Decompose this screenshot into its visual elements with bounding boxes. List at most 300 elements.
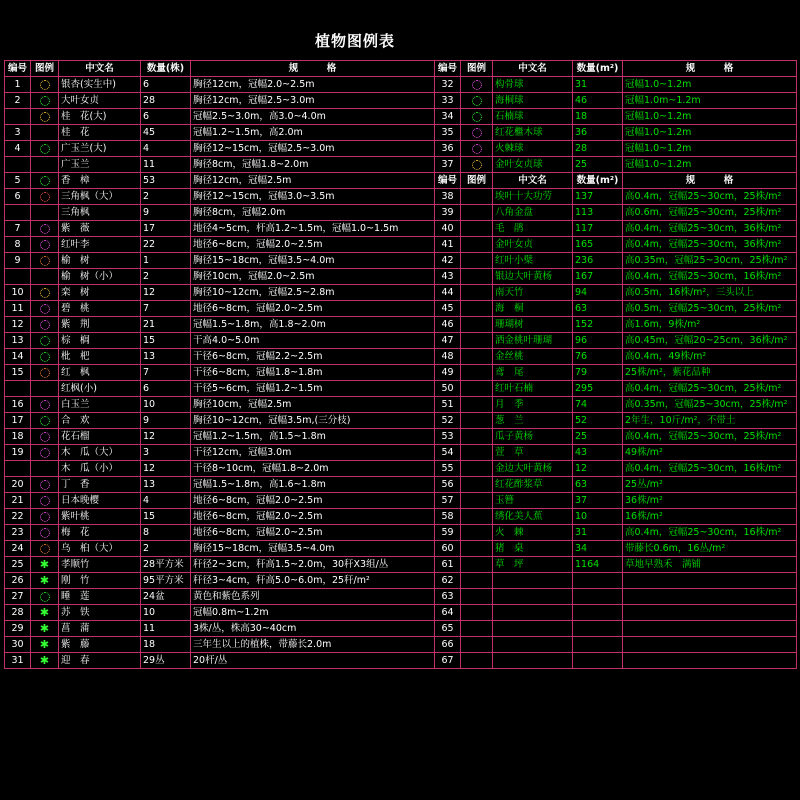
plant-name: 石楠球 [493, 109, 573, 125]
item-number [5, 109, 31, 125]
specification: 20杆/丛 [191, 653, 435, 669]
specification: 胸径12cm，冠幅2.5m [191, 173, 435, 189]
legend-symbol-cell [31, 557, 59, 573]
star-icon: ✱ [39, 638, 50, 651]
item-number: 23 [5, 525, 31, 541]
plant-name: 洒金桃叶珊瑚 [493, 333, 573, 349]
quantity: 25 [573, 429, 623, 445]
item-number: 10 [5, 285, 31, 301]
tree-icon [40, 400, 50, 410]
legend-symbol-cell [461, 573, 493, 589]
item-number: 34 [435, 109, 461, 125]
legend-symbol-cell [461, 141, 493, 157]
quantity: 34 [573, 541, 623, 557]
table-row [5, 525, 797, 541]
item-number: 15 [5, 365, 31, 381]
quantity: 4 [141, 141, 191, 157]
quantity: 21 [141, 317, 191, 333]
item-number: 20 [5, 477, 31, 493]
item-number: 58 [435, 509, 461, 525]
legend-symbol-cell [31, 333, 59, 349]
specification [623, 637, 797, 653]
plant-name: 金叶女贞 [493, 237, 573, 253]
quantity: 12 [141, 429, 191, 445]
legend-symbol-cell [31, 157, 59, 173]
quantity: 2 [141, 269, 191, 285]
specification [623, 653, 797, 669]
legend-symbol-cell [31, 93, 59, 109]
plant-name: 八角金盘 [493, 205, 573, 221]
specification [623, 621, 797, 637]
specification: 高0.4m，冠幅25~30cm，16株/m² [623, 461, 797, 477]
specification: 25丛/m² [623, 477, 797, 493]
legend-symbol-cell [31, 253, 59, 269]
specification: 干径12cm，冠幅3.0m [191, 445, 435, 461]
plant-name: 葱 兰 [493, 413, 573, 429]
legend-symbol-cell [31, 349, 59, 365]
plant-name: 紫 薇 [59, 221, 141, 237]
plant-name: 广玉兰(大) [59, 141, 141, 157]
quantity: 94 [573, 285, 623, 301]
plant-name: 鸢 尾 [493, 365, 573, 381]
item-number: 57 [435, 493, 461, 509]
item-number: 14 [5, 349, 31, 365]
specification: 胸径15~18cm，冠幅3.5~4.0m [191, 541, 435, 557]
specification: 冠幅1.5~1.8m，高1.6~1.8m [191, 477, 435, 493]
legend-symbol-cell [31, 205, 59, 221]
plant-name: 红 枫 [59, 365, 141, 381]
specification: 干径5~6cm，冠幅1.2~1.5m [191, 381, 435, 397]
tree-icon [40, 80, 50, 90]
plant-name: 海 桐 [493, 301, 573, 317]
column-header: 图例 [461, 173, 493, 189]
plant-name: 栾 树 [59, 285, 141, 301]
specification: 3株/丛，株高30~40cm [191, 621, 435, 637]
quantity: 46 [573, 93, 623, 109]
item-number: 48 [435, 349, 461, 365]
plant-name: 桂 花(大) [59, 109, 141, 125]
quantity: 8 [141, 525, 191, 541]
plant-name: 迎 春 [59, 653, 141, 669]
specification: 地径6~8cm，冠幅2.0~2.5m [191, 509, 435, 525]
item-number: 60 [435, 541, 461, 557]
legend-symbol-cell [461, 653, 493, 669]
item-number: 47 [435, 333, 461, 349]
legend-symbol-cell [461, 637, 493, 653]
column-header: 规 格 [191, 61, 435, 77]
legend-symbol-cell [31, 237, 59, 253]
tree-icon [40, 224, 50, 234]
legend-symbol-cell [461, 557, 493, 573]
item-number: 5 [5, 173, 31, 189]
table-row [5, 253, 797, 269]
plant-name [493, 653, 573, 669]
tree-icon [472, 160, 482, 170]
item-number [5, 157, 31, 173]
legend-symbol-cell [461, 253, 493, 269]
quantity: 22 [141, 237, 191, 253]
specification: 地径6~8cm，冠幅2.0~2.5m [191, 493, 435, 509]
table-row [5, 317, 797, 333]
quantity: 1 [141, 253, 191, 269]
plant-name: 日本晚樱 [59, 493, 141, 509]
plant-name: 紫 荆 [59, 317, 141, 333]
item-number: 21 [5, 493, 31, 509]
tree-icon [40, 480, 50, 490]
item-number: 64 [435, 605, 461, 621]
table-row [5, 285, 797, 301]
tree-icon [40, 448, 50, 458]
plant-name: 南天竹 [493, 285, 573, 301]
plant-name: 榆 树 [59, 253, 141, 269]
table-row [5, 397, 797, 413]
quantity: 95平方米 [141, 573, 191, 589]
quantity: 53 [141, 173, 191, 189]
quantity: 15 [141, 333, 191, 349]
quantity: 13 [141, 349, 191, 365]
legend-symbol-cell [461, 93, 493, 109]
quantity: 28 [141, 93, 191, 109]
legend-symbol-cell [461, 349, 493, 365]
item-number: 3 [5, 125, 31, 141]
table-row [5, 557, 797, 573]
plant-name: 碧 桃 [59, 301, 141, 317]
quantity: 7 [141, 301, 191, 317]
table-row [5, 509, 797, 525]
quantity: 96 [573, 333, 623, 349]
column-header: 数量(m²) [573, 61, 623, 77]
legend-symbol-cell [461, 125, 493, 141]
quantity: 18 [141, 637, 191, 653]
quantity [573, 573, 623, 589]
column-header: 规 格 [623, 173, 797, 189]
item-number: 1 [5, 77, 31, 93]
legend-symbol-cell [31, 621, 59, 637]
tree-icon [472, 96, 482, 106]
plant-name: 紫叶桃 [59, 509, 141, 525]
legend-symbol-cell [31, 605, 59, 621]
item-number: 31 [5, 653, 31, 669]
plant-name: 珊瑚树 [493, 317, 573, 333]
item-number: 11 [5, 301, 31, 317]
table-row [5, 93, 797, 109]
quantity: 18 [573, 109, 623, 125]
plant-name: 紫 藤 [59, 637, 141, 653]
item-number: 28 [5, 605, 31, 621]
quantity: 2 [141, 541, 191, 557]
legend-symbol-cell [31, 381, 59, 397]
specification [623, 573, 797, 589]
column-header: 图例 [31, 61, 59, 77]
column-header: 中文名 [493, 61, 573, 77]
legend-symbol-cell [31, 461, 59, 477]
quantity: 152 [573, 317, 623, 333]
column-header: 编号 [5, 61, 31, 77]
legend-symbol-cell [31, 525, 59, 541]
tree-icon [472, 112, 482, 122]
tree-icon [472, 80, 482, 90]
legend-symbol-cell [31, 397, 59, 413]
legend-symbol-cell [31, 365, 59, 381]
specification: 冠幅1.0~1.2m [623, 109, 797, 125]
specification: 胸径10~12cm，冠幅3.5m,(三分枝) [191, 413, 435, 429]
quantity: 25 [573, 157, 623, 173]
plant-name: 草 坪 [493, 557, 573, 573]
legend-symbol-cell [461, 381, 493, 397]
legend-symbol-cell [461, 285, 493, 301]
tree-icon [40, 368, 50, 378]
specification: 胸径8cm，冠幅1.8~2.0m [191, 157, 435, 173]
tree-icon [40, 592, 50, 602]
legend-symbol-cell [31, 653, 59, 669]
plant-name: 玉簪 [493, 493, 573, 509]
specification: 高0.4m，冠幅25~30cm，25株/m² [623, 381, 797, 397]
specification: 25株/m²，紫花品种 [623, 365, 797, 381]
plant-name: 广玉兰 [59, 157, 141, 173]
specification: 高1.6m，9株/m² [623, 317, 797, 333]
legend-symbol-cell [31, 573, 59, 589]
plant-name: 棕 榈 [59, 333, 141, 349]
plant-name: 金叶女贞球 [493, 157, 573, 173]
item-number: 52 [435, 413, 461, 429]
specification: 胸径10~12cm，冠幅2.5~2.8m [191, 285, 435, 301]
legend-symbol-cell [461, 269, 493, 285]
quantity [573, 653, 623, 669]
quantity: 43 [573, 445, 623, 461]
table-row [5, 301, 797, 317]
quantity: 10 [141, 397, 191, 413]
quantity: 13 [141, 477, 191, 493]
legend-symbol-cell [461, 621, 493, 637]
specification: 高0.35m，冠幅25~30cm，25株/m² [623, 397, 797, 413]
plant-name: 银边大叶黄杨 [493, 269, 573, 285]
specification: 高0.4m，冠幅25~30cm，16株/m² [623, 269, 797, 285]
quantity: 10 [141, 605, 191, 621]
item-number [5, 381, 31, 397]
quantity: 63 [573, 301, 623, 317]
plant-name: 三角枫 [59, 205, 141, 221]
quantity: 2 [141, 189, 191, 205]
specification: 胸径15~18cm，冠幅3.5~4.0m [191, 253, 435, 269]
plant-name: 金边大叶黄杨 [493, 461, 573, 477]
column-header: 编号 [435, 173, 461, 189]
legend-symbol-cell [461, 333, 493, 349]
table-row [5, 493, 797, 509]
tree-icon [40, 416, 50, 426]
quantity: 79 [573, 365, 623, 381]
plant-name: 苏 铁 [59, 605, 141, 621]
quantity: 167 [573, 269, 623, 285]
item-number: 42 [435, 253, 461, 269]
plant-name: 丁 香 [59, 477, 141, 493]
table-row [5, 573, 797, 589]
plant-name: 孝顺竹 [59, 557, 141, 573]
specification: 带藤长0.6m，16丛/m² [623, 541, 797, 557]
quantity: 113 [573, 205, 623, 221]
quantity: 6 [141, 77, 191, 93]
specification: 冠幅1.0m~1.2m [623, 93, 797, 109]
legend-symbol-cell [461, 205, 493, 221]
quantity: 165 [573, 237, 623, 253]
legend-symbol-cell [461, 365, 493, 381]
legend-symbol-cell [31, 429, 59, 445]
item-number: 9 [5, 253, 31, 269]
legend-symbol-cell [31, 509, 59, 525]
plant-name: 花石榴 [59, 429, 141, 445]
quantity: 36 [573, 125, 623, 141]
plant-name: 大叶女贞 [59, 93, 141, 109]
legend-symbol-cell [461, 461, 493, 477]
specification: 高0.4m，冠幅25~30cm，25株/m² [623, 189, 797, 205]
specification: 胸径12~15cm，冠幅3.0~3.5m [191, 189, 435, 205]
legend-symbol-cell [461, 445, 493, 461]
item-number: 54 [435, 445, 461, 461]
specification: 高0.4m，冠幅25~30cm，36株/m² [623, 237, 797, 253]
quantity: 11 [141, 621, 191, 637]
specification: 冠幅1.0~1.2m [623, 125, 797, 141]
legend-grid [4, 60, 797, 669]
legend-symbol-cell [31, 189, 59, 205]
specification: 草地早熟禾 满铺 [623, 557, 797, 573]
plant-name: 榆 树（小） [59, 269, 141, 285]
legend-symbol-cell [31, 109, 59, 125]
item-number: 39 [435, 205, 461, 221]
item-number: 67 [435, 653, 461, 669]
quantity: 9 [141, 205, 191, 221]
quantity: 6 [141, 109, 191, 125]
column-header: 中文名 [59, 61, 141, 77]
legend-symbol-cell [31, 637, 59, 653]
quantity: 28 [573, 141, 623, 157]
table-row [5, 269, 797, 285]
quantity: 17 [141, 221, 191, 237]
item-number: 12 [5, 317, 31, 333]
item-number: 13 [5, 333, 31, 349]
legend-symbol-cell [461, 109, 493, 125]
tree-icon [40, 528, 50, 538]
tree-icon [40, 496, 50, 506]
plant-name: 萱 草 [493, 445, 573, 461]
table-row [5, 365, 797, 381]
legend-symbol-cell [461, 397, 493, 413]
legend-symbol-cell [31, 141, 59, 157]
tree-icon [40, 304, 50, 314]
specification: 冠幅1.0~1.2m [623, 77, 797, 93]
legend-symbol-cell [461, 237, 493, 253]
legend-symbol-cell [31, 77, 59, 93]
item-number: 59 [435, 525, 461, 541]
item-number: 25 [5, 557, 31, 573]
plant-name: 刚 竹 [59, 573, 141, 589]
plant-name: 海桐球 [493, 93, 573, 109]
legend-symbol-cell [31, 125, 59, 141]
legend-symbol-cell [31, 589, 59, 605]
tree-icon [472, 128, 482, 138]
legend-symbol-cell [461, 77, 493, 93]
specification: 高0.35m，冠幅25~30cm，25株/m² [623, 253, 797, 269]
legend-symbol-cell [31, 173, 59, 189]
plant-name: 红花酢浆草 [493, 477, 573, 493]
specification: 胸径10cm，冠幅2.5m [191, 397, 435, 413]
item-number: 6 [5, 189, 31, 205]
specification: 干径8~10cm，冠幅1.8~2.0m [191, 461, 435, 477]
item-number: 19 [5, 445, 31, 461]
specification: 地径6~8cm，冠幅2.0~2.5m [191, 237, 435, 253]
tree-icon [40, 512, 50, 522]
table-row [5, 413, 797, 429]
plant-name: 睡 莲 [59, 589, 141, 605]
legend-symbol-cell [461, 189, 493, 205]
item-number: 63 [435, 589, 461, 605]
item-number: 65 [435, 621, 461, 637]
plant-name: 毛 鹃 [493, 221, 573, 237]
quantity: 1164 [573, 557, 623, 573]
quantity: 63 [573, 477, 623, 493]
specification: 49株/m² [623, 445, 797, 461]
quantity: 11 [141, 157, 191, 173]
tree-icon [40, 192, 50, 202]
table-row [5, 189, 797, 205]
table-row [5, 477, 797, 493]
specification [623, 605, 797, 621]
table-row [5, 621, 797, 637]
specification: 地径6~8cm，冠幅2.0~2.5m [191, 525, 435, 541]
specification: 三年生以上的植株，带藤长2.0m [191, 637, 435, 653]
quantity: 12 [573, 461, 623, 477]
item-number: 24 [5, 541, 31, 557]
star-icon: ✱ [39, 574, 50, 587]
item-number: 33 [435, 93, 461, 109]
quantity: 76 [573, 349, 623, 365]
table-row [5, 157, 797, 173]
item-number: 26 [5, 573, 31, 589]
legend-symbol-cell [461, 157, 493, 173]
specification: 16株/m² [623, 509, 797, 525]
tree-icon [40, 96, 50, 106]
legend-symbol-cell [461, 541, 493, 557]
table-row [5, 173, 797, 189]
specification: 高0.4m，冠幅25~30cm，25株/m² [623, 429, 797, 445]
tree-icon [40, 336, 50, 346]
item-number: 17 [5, 413, 31, 429]
specification: 胸径12cm，冠幅2.5~3.0m [191, 93, 435, 109]
tree-icon [40, 544, 50, 554]
specification: 干高4.0~5.0m [191, 333, 435, 349]
column-header: 数量(株) [141, 61, 191, 77]
plant-name: 枇 杷 [59, 349, 141, 365]
specification: 地径4~5cm，杆高1.2~1.5m，冠幅1.0~1.5m [191, 221, 435, 237]
plant-name: 构骨球 [493, 77, 573, 93]
legend-symbol-cell [461, 301, 493, 317]
tree-icon [40, 288, 50, 298]
legend-symbol-cell [461, 429, 493, 445]
item-number: 16 [5, 397, 31, 413]
legend-symbol-cell [31, 541, 59, 557]
quantity: 9 [141, 413, 191, 429]
item-number: 46 [435, 317, 461, 333]
plant-name: 红叶石楠 [493, 381, 573, 397]
item-number: 30 [5, 637, 31, 653]
legend-symbol-cell [461, 317, 493, 333]
plant-name: 三角枫（大） [59, 189, 141, 205]
legend-symbol-cell [461, 493, 493, 509]
table-row [5, 653, 797, 669]
item-number: 45 [435, 301, 461, 317]
legend-symbol-cell [461, 221, 493, 237]
specification: 冠幅1.0~1.2m [623, 157, 797, 173]
plant-name: 月 季 [493, 397, 573, 413]
specification: 黄色和紫色系列 [191, 589, 435, 605]
